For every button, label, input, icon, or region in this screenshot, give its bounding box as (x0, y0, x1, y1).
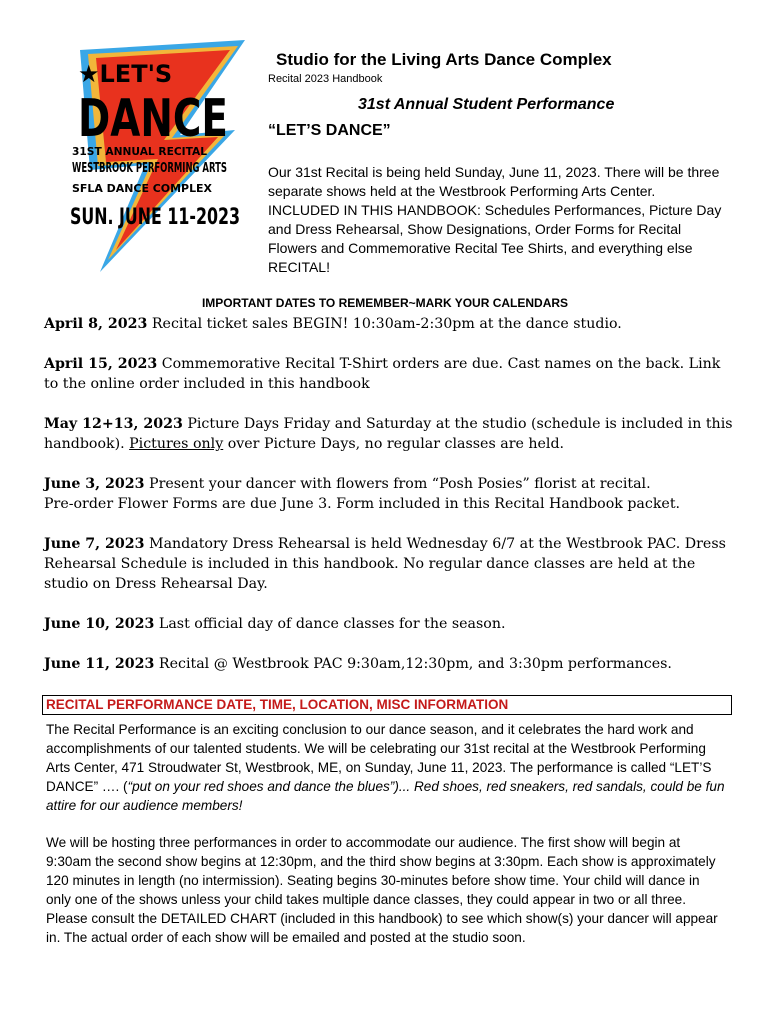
date-text-line2: Pre-order Flower Forms are due June 3. Form included in this Recital Handbook packet. (44, 496, 681, 512)
date-label: April 8, 2023 (44, 316, 148, 332)
svg-text:DANCE: DANCE (78, 89, 228, 149)
date-text: Last official day of dance classes for the season. (154, 616, 506, 632)
date-label: June 7, 2023 (44, 536, 145, 552)
performances-paragraph: We will be hosting three performances in order to accommodate our audience. The first show will begin at 9:30am the second show begins at 12:30pm, and the third show begins at 3:30pm. Each show is approximately 120 minutes in length (no intermission). Seating begins 30-minutes before show time. Your child will dance in only one of the shows unless your child takes multiple dance classes, they could appear in two or all three. Please consult the DETAILED CHART (included in this handbook) to see which show(s) your dancer will appear in. The actual order of each show will be emailed and posted at the studio soon. (46, 835, 718, 945)
date-text-continued: over Picture Days, no regular classes are held. (223, 436, 565, 452)
date-item-april-15 (44, 354, 734, 394)
date-text: Present your dancer with flowers from “Posh Posies” florist at recital. (144, 476, 651, 492)
handbook-label: Recital 2023 Handbook (268, 73, 383, 85)
svg-text:★LET'S: ★LET'S (78, 60, 173, 88)
svg-text:SUN. JUNE 11-2023: SUN. JUNE 11-2023 (70, 205, 240, 230)
intro-paragraph: Our 31st Recital is being held Sunday, June 11, 2023. There will be three separate shows held at the Westbrook Performing Arts Center. INCLUDED IN THIS HANDBOOK: Schedules Performances, Picture Day and Dress Rehearsal, Show Designations, Order Forms for Recital Flowers and Commemorative Recital Tee Shirts, and everything else RECITAL! (268, 164, 722, 275)
lightning-bolt-logo-art (60, 40, 260, 272)
date-label: May 12+13, 2023 (44, 416, 183, 432)
date-label: April 15, 2023 (44, 356, 158, 372)
recital-logo (60, 40, 260, 272)
date-item-june-11 (44, 654, 734, 674)
date-text: Mandatory Dress Rehearsal is held Wednesday 6/7 at the Westbrook PAC. Dress Rehearsal Schedule is included in this handbook. No regular dance classes are held at the studio on Dress Rehearsal Day. (44, 536, 726, 592)
date-text: Recital @ Westbrook PAC 9:30am,12:30pm, and 3:30pm performances. (154, 656, 672, 672)
date-text: Picture Days Friday and Saturday at the studio (schedule is included in this handbook). (44, 416, 733, 452)
recital-info-italic-text: “put on your red shoes and dance the blues”)... Red shoes, red sneakers, red sandals, could be fun attire for our audience members! (46, 779, 725, 813)
date-label: June 11, 2023 (44, 656, 155, 672)
date-label: June 10, 2023 (44, 616, 155, 632)
date-text: Commemorative Recital T-Shirt orders are due. Cast names on the back. Link to the online order included in this handbook (44, 356, 721, 392)
date-item-june-10 (44, 614, 734, 634)
recital-info-text: The Recital Performance is an exciting conclusion to our dance season, and it celebrates the hard work and accomplishments of our talented students. We will be celebrating our 31st recital at the Westbrook Performing Arts Center, 471 Stroudwater St, Westbrook, ME, on Sunday, June 11, 2023. The performance is called “LET’S DANCE” …. ( (46, 722, 712, 794)
performance-title: 31st Annual Student Performance (358, 96, 615, 113)
studio-title: Studio for the Living Arts Dance Complex (276, 50, 612, 69)
date-item-june-3 (44, 474, 734, 514)
date-label: June 3, 2023 (44, 476, 145, 492)
important-dates-list (44, 314, 734, 694)
date-item-april-8 (44, 314, 734, 334)
important-dates-heading: IMPORTANT DATES TO REMEMBER~MARK YOUR CALENDARS (201, 296, 569, 310)
date-text: Recital ticket sales BEGIN! 10:30am-2:30pm at the dance studio. (147, 316, 622, 332)
date-item-june-7 (44, 534, 734, 594)
section-title: RECITAL PERFORMANCE DATE, TIME, LOCATION, MISC INFORMATION (46, 697, 509, 712)
svg-text:SFLA DANCE COMPLEX: SFLA DANCE COMPLEX (72, 182, 213, 195)
recital-info-paragraph (46, 720, 726, 815)
svg-text:WESTBROOK PERFORMING ARTS: WESTBROOK PERFORMING ARTS (72, 161, 227, 176)
svg-text:31ST ANNUAL RECITAL: 31ST ANNUAL RECITAL (72, 145, 207, 158)
date-item-may-12-13 (44, 414, 734, 454)
underlined-text: Pictures only (129, 436, 224, 452)
show-name: “LET’S DANCE” (268, 122, 391, 139)
